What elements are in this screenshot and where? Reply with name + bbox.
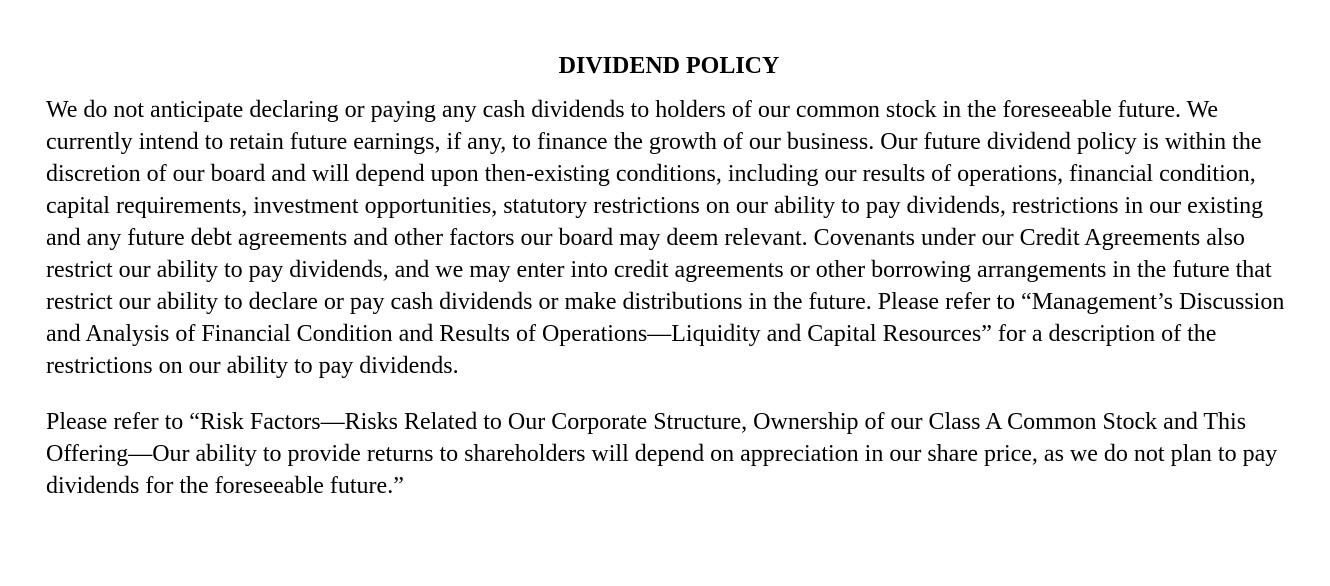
body-paragraph-risk-factors-reference: Please refer to “Risk Factors—Risks Related to Our Corporate Structure, Ownership of our Class A Common Stock and This Offering—Our ability to provide returns to shareholders will depend on appreciation in our share price, as we do not plan to pay dividends for the foreseeable future.” [46, 409, 1278, 499]
body-paragraph-dividend-policy: We do not anticipate declaring or paying any cash dividends to holders of our common stock in the foreseeable future. We currently intend to retain future earnings, if any, to finance the growth of our business. Our future dividend policy is within the discretion of our board and will depend upon then-existing conditions, including our results of operations, financial condition, capital requirements, investment opportunities, statutory restrictions on our ability to pay dividends, restrictions in our existing and any future debt agreements and other factors our board may deem relevant. Covenants under our Credit Agreements also restrict our ability to pay dividends, and we may enter into credit agreements or other borrowing arrangements in the future that restrict our ability to declare or pay cash dividends or make distributions in the future. Please refer to “Management’s Discussion and Analysis of Financial Condition and Results of Operations—Liquidity and Capital Resources” for a description of the restrictions on our ability to pay dividends. [46, 97, 1285, 379]
section-title: DIVIDEND POLICY [558, 53, 780, 79]
